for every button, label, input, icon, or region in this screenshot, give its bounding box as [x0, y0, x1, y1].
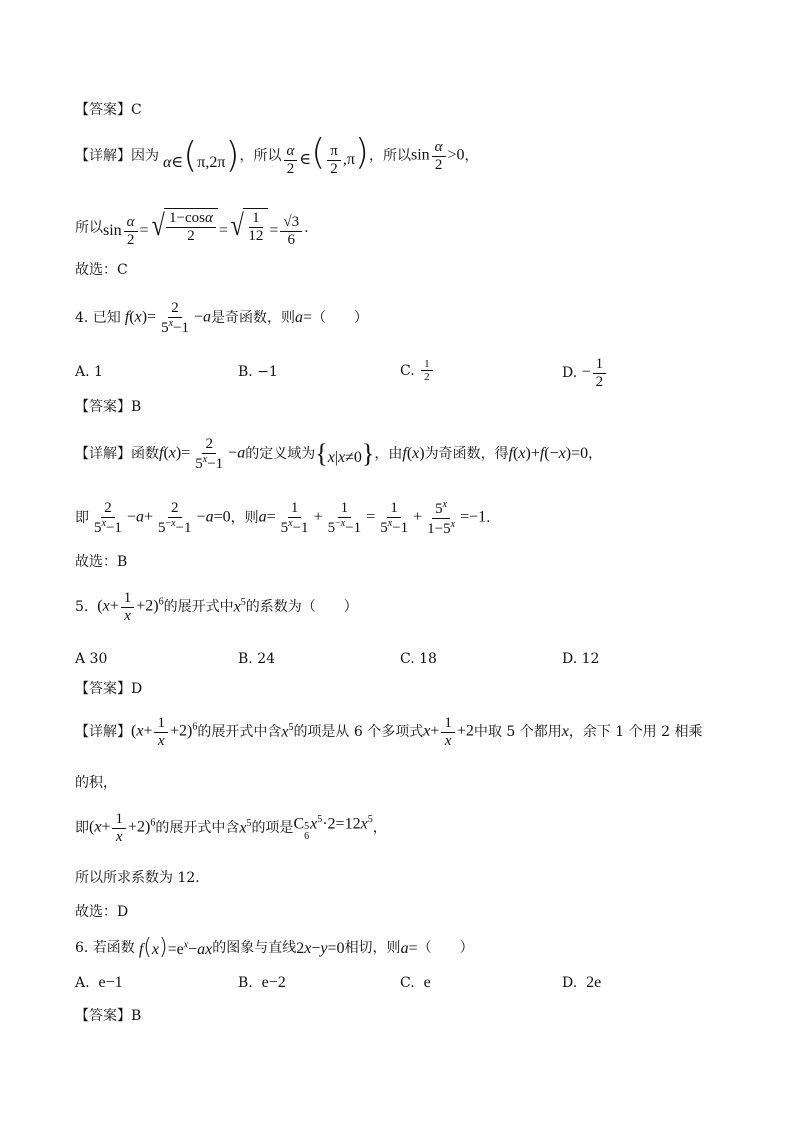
text: ，由 — [374, 445, 403, 462]
math-function-f: f(x)= $\frac{2}{5^x-1}$ −a — [124, 300, 212, 336]
text: 即 — [75, 509, 89, 526]
explanation-4-line-1 — [75, 436, 602, 472]
math-line: 2x−y=0 — [296, 939, 345, 957]
text: 的项是从 6 个多项式 — [293, 723, 424, 740]
text: 函数 — [131, 445, 159, 462]
q4-option-b[interactable]: B. −1 — [238, 364, 278, 380]
math-x5: $x^5$ — [233, 597, 246, 616]
text: ，则 — [230, 509, 259, 526]
math-fx: f(x) — [402, 445, 425, 463]
math-a: a= — [400, 939, 418, 957]
text: 中取 5 个都用 — [473, 723, 562, 740]
q5-option-b[interactable]: B. 24 — [238, 651, 276, 667]
option-math: e−1 — [98, 974, 123, 991]
text: 的系数为（ ） — [245, 598, 358, 615]
question-number: 6. 若函数 — [75, 939, 135, 956]
question-6 — [75, 937, 474, 959]
question-5 — [75, 590, 358, 624]
q4-option-d[interactable] — [562, 356, 608, 390]
option-math: − $\frac{1}{2}$ — [582, 356, 609, 390]
math-x5: $x^5$ — [281, 722, 294, 741]
explanation-5-line-4: 所以所求系数为 12. — [75, 870, 200, 886]
text: 的图象与直线 — [212, 939, 297, 956]
math-odd-condition: f(x)+f(−x)=0 — [508, 445, 589, 463]
text: 的展开式中含 — [197, 723, 282, 740]
answer-5: 【答案】D — [75, 681, 143, 697]
math-alpha-interval: α∈(π,2π) — [163, 135, 240, 177]
explanation-tag: 【详解】 — [75, 445, 131, 462]
equals-sign: = — [303, 309, 313, 327]
math-function-f: f(x)= $\frac{2}{5^x-1}$ −a — [159, 436, 246, 472]
explanation-4-line-2 — [75, 499, 491, 537]
selection-5: 故选：D — [75, 904, 129, 920]
math-half-alpha-interval: $\frac{\alpha}{2}$ ∈( $\frac{\pi}{2}$ ,π) — [282, 135, 369, 177]
question-number: 5. — [75, 598, 89, 615]
math-function-f: $f(x)=e^x-ax$ — [138, 935, 213, 960]
explanation-3-line-2 — [75, 208, 309, 248]
text: 相切，则 — [344, 939, 401, 956]
q6-option-c[interactable] — [400, 974, 431, 992]
explanation-3-line-1 — [75, 132, 479, 177]
text: 的展开式中含 — [155, 819, 240, 836]
math-combination: C 5 6 $x^5\cdot 2=12x^5$ — [293, 814, 373, 842]
question-4 — [75, 300, 368, 336]
option-math: e — [423, 974, 431, 991]
math-binomial: (x+ $\frac{1}{x}$ +2)$^6$ — [131, 715, 198, 749]
explanation-5-line-2: 的积， — [75, 775, 117, 791]
q4-option-c[interactable] — [400, 358, 435, 383]
q5-option-c[interactable]: C. 18 — [400, 651, 437, 667]
answer-6: 【答案】B — [75, 1008, 142, 1024]
math-domain-set: {x|x≠0} — [315, 438, 375, 468]
text: 即 — [75, 819, 89, 836]
math-binomial: (x+ $\frac{1}{x}$ +2)$^6$ — [89, 811, 156, 845]
q5-option-a[interactable]: A 30 — [75, 651, 108, 667]
option-math: 2e — [586, 974, 602, 991]
text: ，余下 1 个用 2 相乘 — [568, 723, 703, 740]
text: ， — [588, 445, 603, 462]
fraction: $\frac{1}{2}$ — [421, 358, 433, 383]
q4-option-a[interactable]: A. 1 — [75, 364, 103, 380]
answer-4: 【答案】B — [75, 399, 142, 415]
text: ，所以 — [368, 147, 411, 164]
text: 为奇函数，得 — [424, 445, 509, 462]
option-label: D. — [562, 365, 578, 381]
text: 是奇函数，则 — [211, 309, 296, 326]
selection-4: 故选：B — [75, 554, 128, 570]
text: 的项是 — [251, 819, 294, 836]
text: . — [304, 219, 309, 236]
q6-option-b[interactable] — [238, 974, 286, 992]
math-polynomial: x+ $\frac{1}{x}$ +2 — [423, 715, 474, 749]
explanation-tag: 【详解】 — [75, 147, 131, 164]
option-label: A. — [75, 975, 90, 991]
option-label: C. — [400, 975, 415, 991]
text: . — [486, 509, 491, 526]
text: （ ） — [417, 939, 474, 956]
text: 因为 — [131, 147, 159, 164]
text: 的展开式中 — [163, 598, 234, 615]
q6-option-a[interactable] — [75, 974, 123, 992]
q6-option-d[interactable] — [562, 974, 601, 992]
q5-option-d[interactable]: D. 12 — [562, 651, 600, 667]
text: ， — [372, 819, 387, 836]
math-odd-equation: $\frac{2}{5^x-1}$ −a+ $\frac{2}{5^{-x}-1}$ −a=0 — [94, 500, 231, 536]
math-sin-half-value: sin $\frac{\alpha}{2}$ = √ $\frac{1-\cos\alpha}{2}$ = √ $\frac{1}{12}$ = $\frac{√3}{6}$ — [103, 208, 304, 248]
math-x: x — [561, 723, 569, 741]
selection-3: 故选：C — [75, 262, 128, 278]
explanation-5-line-3 — [75, 811, 387, 845]
math-a: a — [295, 309, 304, 327]
math-x5: $x^5$ — [239, 818, 252, 837]
explanation-tag: 【详解】 — [75, 723, 131, 740]
math-binomial: (x+ $\frac{1}{x}$ +2)$^6$ — [97, 590, 164, 624]
answer-3: 【答案】C — [75, 102, 142, 118]
text: 所以 — [75, 219, 103, 236]
option-label: B. — [238, 975, 253, 991]
text: ，所以 — [239, 147, 282, 164]
math-a-value: a= $\frac{1}{5^x-1}$ + $\frac{1}{5^{-x}-1}$ = $\frac{1}{5^x-1}$ + $\frac{5^x}{1-5^x}$ =−1 — [258, 499, 487, 537]
text: ， — [464, 147, 479, 164]
text: 的定义域为 — [245, 445, 316, 462]
option-math: e−2 — [261, 974, 286, 991]
question-number: 4. 已知 — [75, 309, 121, 326]
math-sin-positive: sin $\frac{\alpha}{2}$ >0 — [410, 139, 465, 173]
option-label: C. — [400, 362, 415, 379]
explanation-5-line-1 — [75, 715, 702, 749]
option-label: D. — [562, 975, 578, 991]
text: （ ） — [312, 309, 369, 326]
